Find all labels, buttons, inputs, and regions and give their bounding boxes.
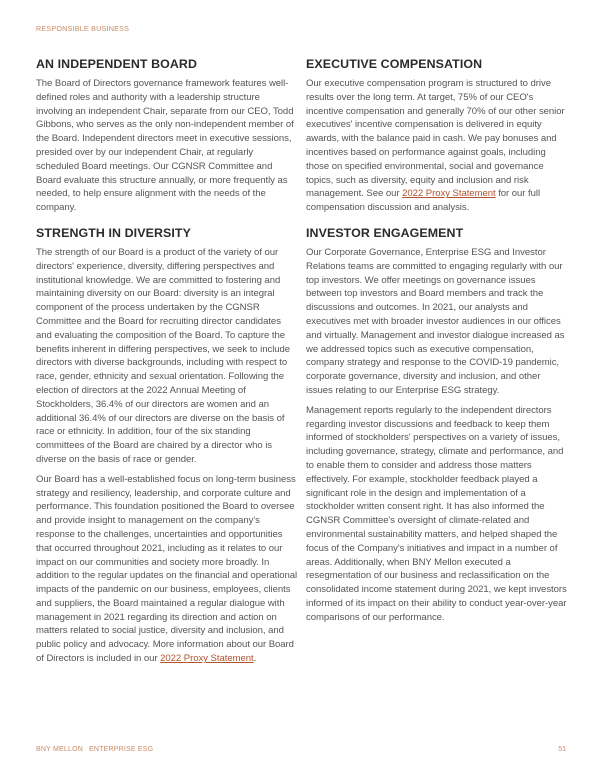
executive-compensation-text: Our executive compensation program is structured to drive results over the long term. At target, 75% of our CEO's incentive compensation and generally 70% of our other senior executives' incentive compensation is delivered in equity awards, with the balance paid in cash. We pay bonuses and incentives based on performance against goals, including those on specified environmental, social and governance topics, such as diversity, equity and inclusion and risk management. See our (306, 78, 565, 200)
diversity-paragraph-2-end: . (253, 653, 257, 665)
page-number: 51 (558, 746, 566, 753)
investor-engagement-heading: INVESTOR ENGAGEMENT (306, 225, 464, 240)
footer-company: BNY MELLON (36, 746, 83, 753)
strength-in-diversity-heading: STRENGTH IN DIVERSITY (36, 225, 191, 240)
footer-report: ENTERPRISE ESG (89, 746, 154, 753)
footer-brand (36, 746, 153, 753)
left-column (36, 56, 298, 672)
executive-compensation-heading: EXECUTIVE COMPENSATION (306, 57, 483, 71)
independent-board-paragraph: The Board of Directors governance framework features well-defined roles and authority with a leadership structure involving an independent Chair, separate from our CEO, Todd Gibbons, who serves as the only non-independent member of the Board. Independent directors meet in executive sessions, presided over by our independent Chair, at regularly scheduled Board meetings. Our CGNSR Committee and Board evaluate this structure annually, or more frequently as needed, to help ensure alignment with the needs of the company. (36, 78, 294, 214)
executive-compensation-paragraph (306, 77, 568, 215)
proxy-statement-link[interactable]: 2022 Proxy Statement (402, 188, 496, 200)
section-label: RESPONSIBLE BUSINESS (36, 24, 130, 33)
independent-board-heading: AN INDEPENDENT BOARD (36, 57, 198, 71)
executive-compensation-end: for our full compensation discussion and analysis. (306, 188, 541, 214)
diversity-paragraph-2 (36, 473, 298, 666)
right-column (306, 56, 568, 630)
investor-engagement-paragraph-1: Our Corporate Governance, Enterprise ESG and Investor Relations teams are committed to engaging regularly with our top investors. We offer meetings on governance issues between top investors and Board members and track the discussions and outcomes. In 2021, our analysts and executives met with broader investor audiences in our offices and virtually. Management and investor dialogue increased as we addressed topics such as executive compensation, company strategy and response to the COVID-19 pandemic, corporate governance, diversity and inclusion, and other issues relating to our Enterprise ESG strategy. (306, 246, 565, 396)
diversity-paragraph-2-text: Our Board has a well-established focus on long-term business strategy and resiliency, leadership, and corporate culture and performance. This foundation positioned the Board to oversee and provide insight to management on the company's response to the challenges, uncertainties and opportunities that occurred throughout 2021, including as it relates to our impact on our communities and society more broadly. In addition to the regular updates on the financial and operational impacts of the pandemic on our business, employees, clients and suppliers, the Board maintained a regular dialogue with management in 2021 regarding its direction and action on matters related to social justice, diversity and inclusion, and public policy and advocacy. More information about our Board of Directors is included in our (36, 473, 298, 665)
diversity-paragraph-1: The strength of our Board is a product of the variety of our directors' experience, diversity, differing perspectives and institutional knowledge. We are committed to fostering and maintaining diversity on our Board: diversity is an integral component of the process undertaken by the CGNSR Committee and the Board for recruiting director candidates and evaluating the composition of the Board. To capture the benefits inherent in differing perspectives, we seek to include directors with diverse backgrounds, including with respect to race, gender, ethnicity and sexual orientation. Following the election of directors at the 2022 Annual Meeting of Stockholders, 36.4% of our directors are women and an additional 36.4% of our directors are diverse on the basis of race or ethnicity. In addition, four of the six standing committees of the Board are chaired by a director who is diverse on the basis of race or gender. (36, 246, 291, 465)
proxy-statement-link[interactable]: 2022 Proxy Statement (160, 653, 254, 665)
investor-engagement-paragraph-2: Management reports regularly to the independent directors regarding investor discussions and feedback to keep them informed of stockholders' perspectives on a variety of issues, including governance, strategy, climate and performance, and to enable them to consider and address those matters effectively. For example, stockholder feedback played a significant role in the design and implementation of a stockholder written consent right. It has also informed the CGNSR Committee's oversight of climate-related and environmental sustainability matters, and helped shaped the focus of the Company's initiatives and impact in a number of areas. Additionally, when BNY Mellon executed a resegmentation of our business and reclassification on the consolidated income statement during 2021, we kept investors informed of its impact on their ability to conduct year-over-year comparisons of our performance. (306, 404, 567, 623)
